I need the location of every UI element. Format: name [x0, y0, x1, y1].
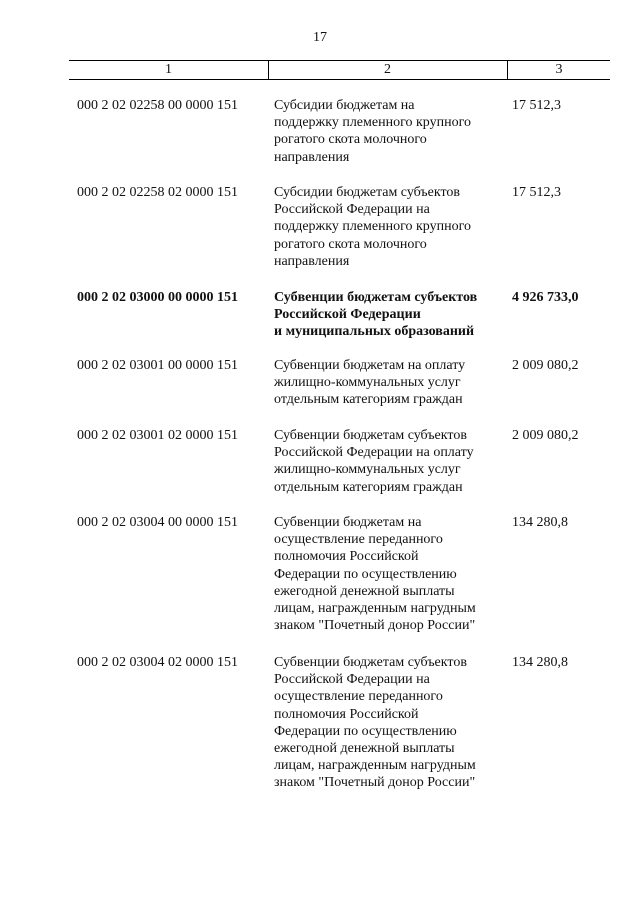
row-description	[274, 357, 506, 409]
description-line: жилищно-коммунальных услуг	[274, 462, 461, 478]
description-line: направления	[274, 253, 350, 269]
description-line: направления	[274, 149, 350, 165]
description-line: Субвенции бюджетам на	[274, 515, 422, 530]
description-line: лицам, награжденным нагрудным	[274, 758, 476, 774]
description-line: знаком "Почетный донор России"	[274, 618, 476, 634]
description-line: рогатого скота молочного	[274, 236, 427, 252]
description-line: осуществление переданного	[274, 532, 443, 548]
row-description	[274, 289, 506, 341]
page-number: 17	[313, 30, 327, 45]
description-line: ежегодной денежной выплаты	[274, 741, 455, 757]
description-line: жилищно-коммунальных услуг	[274, 375, 461, 391]
description-line: рогатого скота молочного	[274, 132, 427, 148]
row-amount: 17 512,3	[512, 185, 561, 200]
budget-code: 000 2 02 03001 02 0000 151	[77, 428, 238, 443]
description-line: Субвенции бюджетам субъектов	[274, 428, 467, 443]
row-description	[274, 97, 506, 166]
description-line: Субвенции бюджетам субъектов	[274, 655, 467, 670]
description-line: ежегодной денежной выплаты	[274, 583, 455, 599]
description-line: знаком "Почетный донор России"	[274, 775, 476, 791]
budget-code: 000 2 02 03001 00 0000 151	[77, 358, 238, 373]
budget-code: 000 2 02 03004 00 0000 151	[77, 515, 238, 530]
description-line: Субвенции бюджетам на оплату	[274, 358, 466, 373]
description-line: Федерации по осуществлению	[274, 566, 457, 582]
description-line: Субсидии бюджетам на	[274, 98, 415, 113]
row-amount: 2 009 080,2	[512, 358, 579, 373]
description-line: Федерации по осуществлению	[274, 723, 457, 739]
header-col-3: 3	[555, 62, 563, 77]
row-amount: 134 280,8	[512, 515, 568, 530]
description-line: и муниципальных образований	[274, 324, 475, 340]
description-line: полномочия Российской	[274, 549, 419, 565]
table-header	[69, 60, 610, 80]
header-col-2: 2	[268, 61, 508, 79]
row-amount: 17 512,3	[512, 98, 561, 113]
description-line: лицам, награжденным нагрудным	[274, 601, 476, 617]
description-line: поддержку племенного крупного	[274, 115, 471, 131]
description-line: поддержку племенного крупного	[274, 219, 471, 235]
description-line: Российской Федерации на	[274, 202, 430, 218]
row-description	[274, 427, 506, 496]
row-amount: 2 009 080,2	[512, 428, 579, 443]
description-line: отдельным категориям граждан	[274, 392, 463, 408]
budget-code: 000 2 02 03000 00 0000 151	[77, 290, 238, 305]
description-line: Российской Федерации на	[274, 672, 430, 688]
row-description	[274, 184, 506, 270]
budget-code: 000 2 02 02258 02 0000 151	[77, 185, 238, 200]
row-amount: 134 280,8	[512, 655, 568, 670]
row-description	[274, 654, 506, 792]
header-col-1: 1	[69, 61, 269, 79]
description-line: Российской Федерации	[274, 307, 421, 323]
row-amount: 4 926 733,0	[512, 290, 579, 305]
description-line: отдельным категориям граждан	[274, 479, 463, 495]
budget-code: 000 2 02 02258 00 0000 151	[77, 98, 238, 113]
description-line: Российской Федерации на оплату	[274, 445, 474, 461]
description-line: Субвенции бюджетам субъектов	[274, 290, 478, 305]
budget-code: 000 2 02 03004 02 0000 151	[77, 655, 238, 670]
row-description	[274, 514, 506, 634]
description-line: полномочия Российской	[274, 706, 419, 722]
description-line: осуществление переданного	[274, 689, 443, 705]
description-line: Субсидии бюджетам субъектов	[274, 185, 461, 200]
